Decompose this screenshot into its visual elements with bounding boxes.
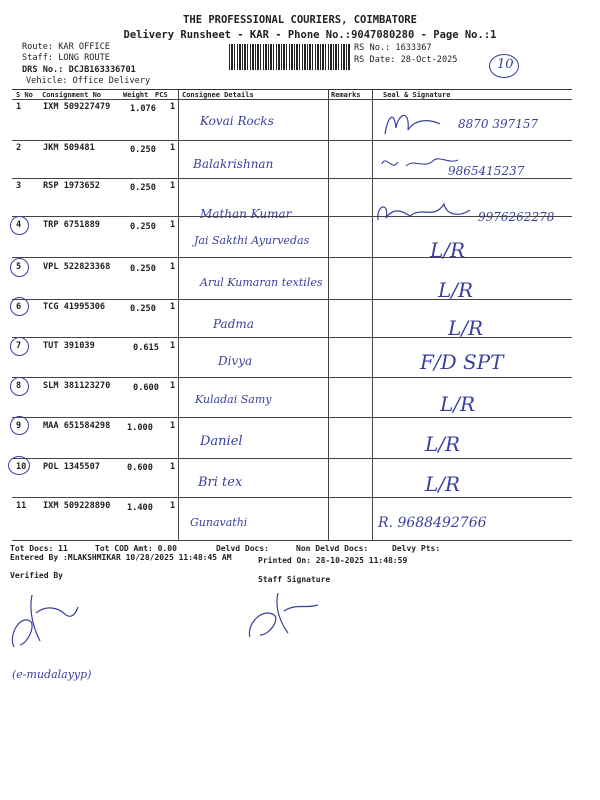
row-consignee: Balakrishnan	[193, 157, 274, 171]
grid-line-seal	[372, 90, 373, 540]
handwritten-circle	[8, 456, 30, 475]
grid-line-consignee	[178, 90, 179, 540]
drs-info	[22, 65, 150, 86]
row-seal: R. 9688492766	[378, 515, 487, 531]
total-docs: Tot Docs: 11	[10, 544, 68, 553]
row-consignment: MAA 651584298	[43, 421, 111, 431]
handwritten-count: 10	[497, 57, 514, 72]
row-consignee: Kuladai Samy	[195, 393, 272, 406]
row-sno: 8	[16, 381, 22, 391]
route-info	[22, 42, 110, 63]
col-header-sno: S No	[16, 91, 33, 99]
row-weight: 0.615	[133, 343, 159, 353]
non-delivered-docs: Non Delvd Docs:	[296, 544, 369, 553]
row-consignment: IXM 509228890	[43, 501, 111, 511]
row-weight: 0.250	[130, 304, 156, 314]
table-bottom-border	[12, 540, 572, 541]
row-seal: L/R	[430, 238, 466, 262]
row-pcs: 1	[170, 341, 176, 351]
barcode	[229, 44, 351, 70]
row-consignee: Gunavathi	[190, 516, 248, 529]
row-divider	[12, 337, 572, 338]
handwritten-count-circle	[489, 54, 519, 78]
row-seal: L/R	[425, 432, 461, 456]
row-weight: 1.400	[127, 503, 153, 513]
verifier-name: (e-mudalayyp)	[12, 668, 92, 681]
staff-signature	[244, 585, 324, 645]
row-consignee: Divya	[218, 354, 253, 368]
row-consignment: SLM 381123270	[43, 381, 111, 391]
verified-by-label: Verified By	[10, 571, 63, 580]
rs-date: RS Date: 28-Oct-2025	[354, 54, 458, 65]
row-sno: 1	[16, 102, 22, 112]
signature-row-2	[380, 150, 460, 174]
row-divider	[12, 178, 572, 179]
total-cod: Tot COD Amt: 0.00	[95, 544, 177, 553]
row-pcs: 1	[170, 302, 176, 312]
row-consignment: TCG 41995306	[43, 302, 106, 312]
signature-row-3	[374, 198, 474, 228]
col-header-pcs: PCS	[155, 91, 168, 99]
handwritten-circle	[10, 377, 29, 396]
vehicle-label: Vehicle: Office Delivery	[26, 75, 151, 86]
row-consignment: POL 1345507	[43, 462, 100, 472]
grid-line-remarks	[328, 90, 329, 540]
handwritten-circle	[10, 258, 29, 277]
row-weight: 0.250	[130, 264, 156, 274]
row-sno: 9	[16, 421, 22, 431]
row-sno: 7	[16, 341, 22, 351]
verifier-signature	[6, 585, 86, 655]
row-divider	[12, 417, 572, 418]
row-pcs: 1	[170, 181, 176, 191]
row-consignee: Arul Kumaran textiles	[200, 276, 323, 289]
row-weight: 1.076	[130, 104, 156, 114]
row-consignee: Mathan Kumar	[200, 207, 292, 221]
row-seal: L/R	[425, 472, 461, 496]
rs-number: RS No.: 1633367	[354, 43, 432, 53]
delivery-points: Delvy Pts:	[392, 544, 441, 553]
row-seal: F/D SPT	[420, 350, 504, 374]
row-consignee: Padma	[213, 317, 254, 331]
row-pcs: 1	[170, 462, 176, 472]
row-divider	[12, 140, 572, 141]
row-consignment: JKM 509481	[43, 143, 95, 153]
row-pcs: 1	[170, 143, 176, 153]
row-pcs: 1	[170, 102, 176, 112]
row-divider	[12, 458, 572, 459]
row-divider	[12, 299, 572, 300]
row-pcs: 1	[170, 381, 176, 391]
col-header-consignment: Consignment No	[42, 91, 102, 99]
staff-label: Staff: LONG ROUTE	[22, 52, 110, 63]
row-sno: 4	[16, 220, 22, 230]
col-header-remarks: Remarks	[331, 91, 361, 99]
row-weight: 0.600	[127, 463, 153, 473]
row-consignee: Jai Sakthi Ayurvedas	[194, 234, 310, 247]
row-consignee: Daniel	[200, 434, 243, 449]
row-consignment: TRP 6751889	[43, 220, 100, 230]
staff-signature-label: Staff Signature	[258, 575, 331, 584]
handwritten-circle	[10, 297, 29, 316]
row-divider	[12, 257, 572, 258]
row-pcs: 1	[170, 501, 176, 511]
table-top-border	[12, 89, 572, 90]
row-sno: 2	[16, 143, 22, 153]
handwritten-circle	[10, 337, 29, 356]
row-consignment: RSP 1973652	[43, 181, 100, 191]
row-pcs: 1	[170, 220, 176, 230]
row-weight: 0.250	[130, 183, 156, 193]
row-seal: 9976262278	[478, 210, 555, 224]
row-seal: 9865415237	[448, 164, 525, 178]
delivered-docs: Delvd Docs:	[216, 544, 269, 553]
row-seal: 8870 397157	[458, 117, 539, 131]
row-pcs: 1	[170, 262, 176, 272]
row-sno: 5	[16, 262, 22, 272]
entered-by: Entered By :MLAKSHMIKAR 10/28/2025 11:48:45 AM	[10, 553, 232, 562]
row-sno: 10	[16, 462, 27, 472]
row-pcs: 1	[170, 421, 176, 431]
printed-on: Printed On: 28-10-2025 11:48:59	[258, 556, 408, 565]
row-sno: 6	[16, 302, 22, 312]
col-header-weight: Weight	[123, 91, 149, 99]
route-label: Route: KAR OFFICE	[22, 42, 110, 52]
row-consignee: Bri tex	[198, 475, 243, 490]
row-weight: 0.250	[130, 145, 156, 155]
runsheet-subtitle: Delivery Runsheet - KAR - Phone No.:9047080280 - Page No.:1	[123, 29, 497, 41]
row-consignment: TUT 391039	[43, 341, 95, 351]
row-divider	[12, 377, 572, 378]
row-seal: L/R	[440, 392, 476, 416]
row-seal: L/R	[448, 316, 484, 340]
row-divider	[12, 497, 572, 498]
row-consignment: VPL 522823368	[43, 262, 111, 272]
row-seal: L/R	[438, 278, 474, 302]
company-title: THE PROFESSIONAL COURIERS, COIMBATORE	[183, 14, 417, 26]
handwritten-circle	[10, 216, 29, 235]
row-weight: 1.000	[127, 423, 153, 433]
row-weight: 0.250	[130, 222, 156, 232]
row-consignment: IXM 509227479	[43, 102, 111, 112]
row-divider	[12, 216, 572, 217]
col-header-seal: Seal & Signature	[383, 91, 451, 99]
drs-number: DRS No.: DCJB163336701	[22, 65, 136, 75]
rs-info	[354, 43, 457, 66]
row-weight: 0.600	[133, 383, 159, 393]
row-consignee: Kovai Rocks	[200, 114, 274, 128]
handwritten-circle	[10, 416, 29, 435]
col-header-consignee: Consignee Details	[182, 91, 254, 99]
row-sno: 11	[16, 501, 27, 511]
signature-row-1	[380, 106, 450, 142]
row-sno: 3	[16, 181, 22, 191]
header-divider	[12, 99, 572, 100]
